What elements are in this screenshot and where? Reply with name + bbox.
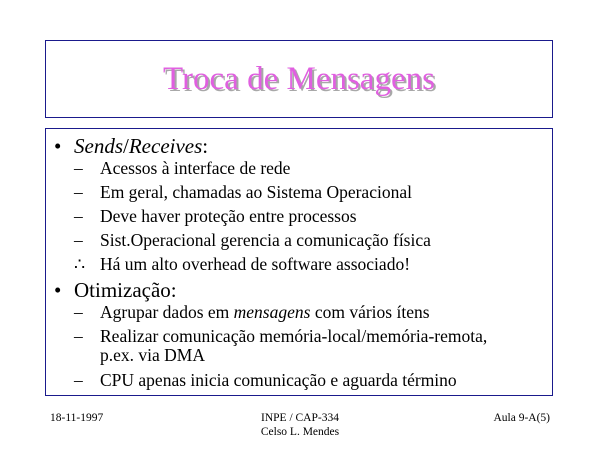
heading-colon: :	[202, 134, 209, 158]
bullet-heading: Otimização:	[74, 278, 177, 302]
text-before: Agrupar dados em	[100, 302, 234, 322]
text-italic: mensagens	[233, 302, 311, 322]
sub-item-marker: –	[74, 370, 83, 390]
sub-item-text: Em geral, chamadas ao Sistema Operacional	[100, 182, 412, 202]
footer-page: Aula 9-A(5)	[493, 412, 550, 424]
sub-item	[74, 303, 430, 322]
sub-item-marker: –	[74, 326, 83, 346]
sub-item-marker: –	[74, 158, 83, 178]
bullet-otimizacao	[54, 279, 177, 301]
text-after: com vários ítens	[310, 302, 430, 322]
sub-item-marker: –	[74, 182, 83, 202]
sub-item-text	[100, 303, 430, 322]
sub-item	[74, 207, 357, 226]
sub-item-text: Deve haver proteção entre processos	[100, 206, 357, 226]
sub-item-text: CPU apenas inicia comunicação e aguarda término	[100, 370, 457, 390]
therefore-marker: ∴	[74, 254, 86, 274]
bullet-marker: •	[54, 134, 62, 158]
sub-item-text: Sist.Operacional gerencia a comunicação física	[100, 230, 431, 250]
sub-item	[74, 371, 457, 390]
sub-item-continuation: p.ex. via DMA	[100, 345, 205, 365]
sub-item-marker: –	[74, 230, 83, 250]
sub-item-text: Há um alto overhead de software associado!	[100, 254, 411, 274]
sub-item	[74, 327, 487, 346]
bullet-heading	[74, 135, 208, 157]
heading-separator: /	[123, 134, 129, 158]
sub-item	[74, 231, 431, 250]
slide-title: Troca de Mensagens	[163, 60, 435, 97]
footer-date: 18-11-1997	[50, 412, 104, 424]
heading-sends: Sends	[74, 134, 123, 158]
heading-receives: Receives	[128, 134, 203, 158]
content-box	[45, 128, 553, 396]
footer-course: INPE / CAP-334	[261, 412, 339, 424]
bullet-marker: •	[54, 278, 62, 302]
sub-item	[74, 183, 412, 202]
sub-item-text: Realizar comunicação memória-local/memória-remota,	[100, 326, 488, 346]
sub-item-marker: –	[74, 206, 83, 226]
footer-author: Celso L. Mendes	[260, 426, 340, 438]
sub-item-marker: –	[74, 302, 83, 322]
bullet-sends-receives	[54, 135, 208, 157]
sub-item	[74, 159, 290, 178]
sub-item-conclusion	[74, 255, 410, 274]
sub-item-text: Acessos à interface de rede	[100, 158, 291, 178]
title-box	[45, 40, 553, 118]
